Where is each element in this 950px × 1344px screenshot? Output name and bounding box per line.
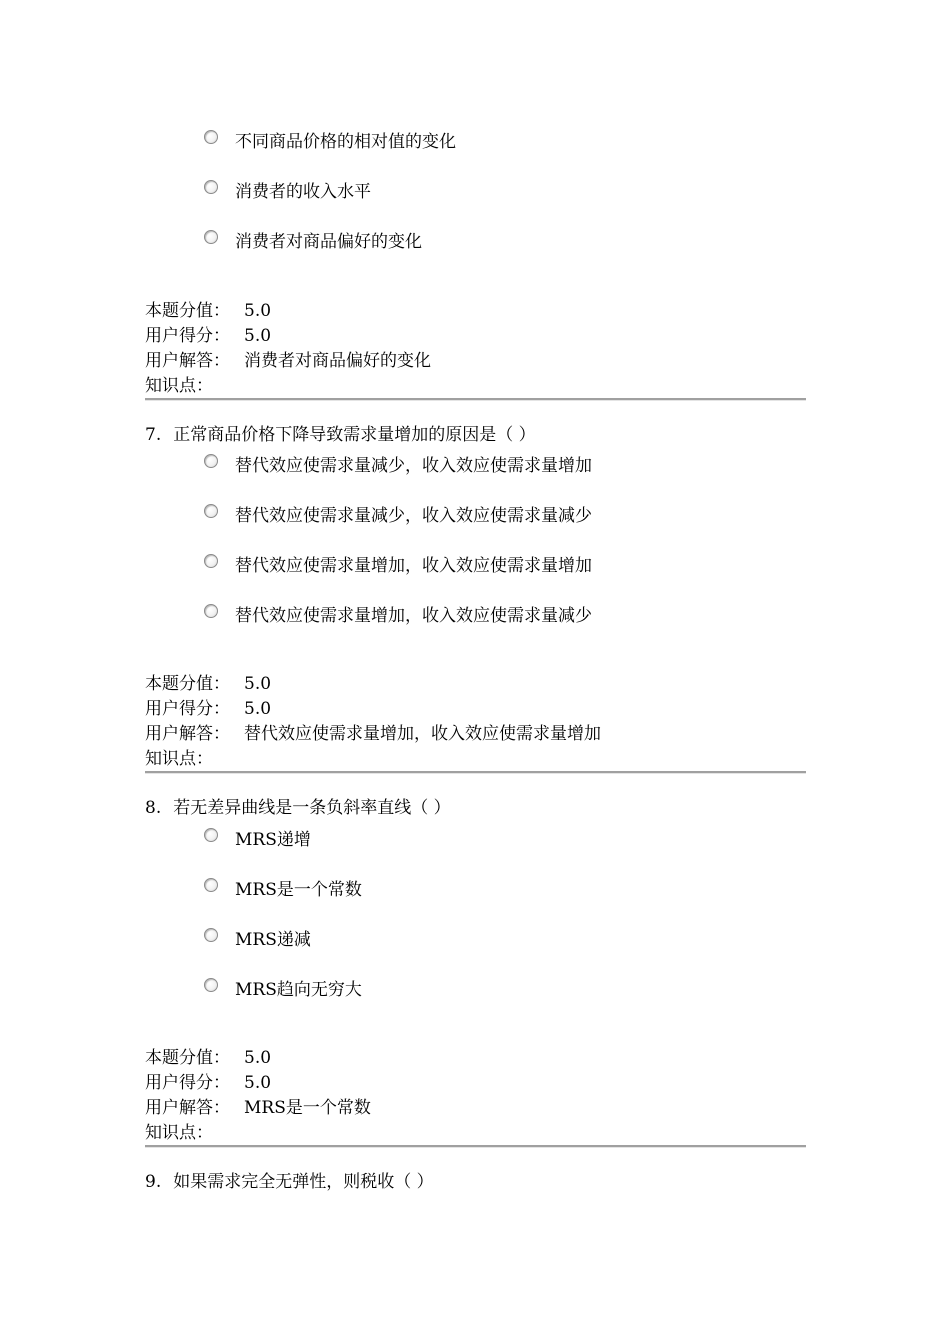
q8-title [145, 797, 451, 819]
radio-button-icon[interactable] [204, 130, 218, 144]
radio-button-icon[interactable] [204, 978, 218, 992]
q7-option-1[interactable] [204, 454, 592, 480]
section-divider [145, 398, 806, 401]
score-value: 5.0 [244, 301, 272, 321]
q8-number: 8. [145, 798, 162, 818]
radio-button-icon[interactable] [204, 554, 218, 568]
radio-button-icon[interactable] [204, 230, 218, 244]
answer-label: 用户解答： [145, 351, 230, 371]
q7-option-2[interactable] [204, 504, 592, 530]
q8-score-info [145, 1046, 271, 1071]
q8-option-2[interactable] [204, 878, 362, 904]
knowledge-label: 知识点： [145, 1123, 213, 1143]
section-divider [145, 1145, 806, 1148]
q9-number: 9. [145, 1172, 162, 1192]
q7-option-2-label: 替代效应使需求量减少，收入效应使需求量减少 [235, 506, 592, 526]
q6-option-2[interactable] [204, 180, 371, 206]
answer-value: 消费者对商品偏好的变化 [244, 351, 431, 371]
radio-button-icon[interactable] [204, 828, 218, 842]
q8-answer-info [145, 1096, 371, 1121]
answer-label: 用户解答： [145, 1098, 230, 1118]
q7-knowledge-info [145, 747, 213, 772]
radio-button-icon[interactable] [204, 928, 218, 942]
q6-option-3[interactable] [204, 230, 422, 256]
q8-option-2-label: MRS是一个常数 [235, 880, 362, 900]
q8-option-1[interactable] [204, 828, 311, 854]
q6-score-info [145, 299, 271, 324]
q7-option-4-label: 替代效应使需求量增加，收入效应使需求量减少 [235, 606, 592, 626]
q7-option-3[interactable] [204, 554, 592, 580]
q8-option-3[interactable] [204, 928, 311, 954]
section-divider [145, 771, 806, 774]
q7-option-4[interactable] [204, 604, 592, 630]
user-score-label: 用户得分： [145, 326, 230, 346]
q7-title [145, 424, 536, 446]
user-score-label: 用户得分： [145, 699, 230, 719]
q7-answer-info [145, 722, 601, 747]
answer-label: 用户解答： [145, 724, 230, 744]
user-score-value: 5.0 [244, 1073, 272, 1093]
user-score-value: 5.0 [244, 326, 272, 346]
user-score-label: 用户得分： [145, 1073, 230, 1093]
q8-option-4[interactable] [204, 978, 362, 1004]
q7-option-3-label: 替代效应使需求量增加，收入效应使需求量增加 [235, 556, 592, 576]
answer-value: MRS是一个常数 [244, 1098, 371, 1118]
q8-knowledge-info [145, 1121, 213, 1146]
score-value: 5.0 [244, 674, 272, 694]
q8-user-score-info [145, 1071, 271, 1096]
radio-button-icon[interactable] [204, 604, 218, 618]
knowledge-label: 知识点： [145, 749, 213, 769]
q9-title-text: 如果需求完全无弹性，则税收（ ） [173, 1172, 434, 1192]
q7-number: 7. [145, 425, 162, 445]
score-label: 本题分值： [145, 674, 230, 694]
q8-option-3-label: MRS递减 [235, 930, 311, 950]
knowledge-label: 知识点： [145, 376, 213, 396]
q7-option-1-label: 替代效应使需求量减少，收入效应使需求量增加 [235, 456, 592, 476]
q6-option-3-label: 消费者对商品偏好的变化 [235, 232, 422, 252]
q8-option-1-label: MRS递增 [235, 830, 311, 850]
q6-option-2-label: 消费者的收入水平 [235, 182, 371, 202]
q7-title-text: 正常商品价格下降导致需求量增加的原因是（ ） [173, 425, 536, 445]
q6-user-score-info [145, 324, 271, 349]
answer-value: 替代效应使需求量增加，收入效应使需求量增加 [244, 724, 601, 744]
q8-option-4-label: MRS趋向无穷大 [235, 980, 362, 1000]
score-label: 本题分值： [145, 301, 230, 321]
q6-knowledge-info [145, 374, 213, 399]
user-score-value: 5.0 [244, 699, 272, 719]
score-value: 5.0 [244, 1048, 272, 1068]
q7-user-score-info [145, 697, 271, 722]
q6-answer-info [145, 349, 431, 374]
q6-option-1[interactable] [204, 130, 456, 156]
q8-title-text: 若无差异曲线是一条负斜率直线（ ） [173, 798, 451, 818]
radio-button-icon[interactable] [204, 180, 218, 194]
radio-button-icon[interactable] [204, 454, 218, 468]
radio-button-icon[interactable] [204, 878, 218, 892]
q6-option-1-label: 不同商品价格的相对值的变化 [235, 132, 456, 152]
radio-button-icon[interactable] [204, 504, 218, 518]
q7-score-info [145, 672, 271, 697]
q9-title [145, 1171, 434, 1193]
score-label: 本题分值： [145, 1048, 230, 1068]
